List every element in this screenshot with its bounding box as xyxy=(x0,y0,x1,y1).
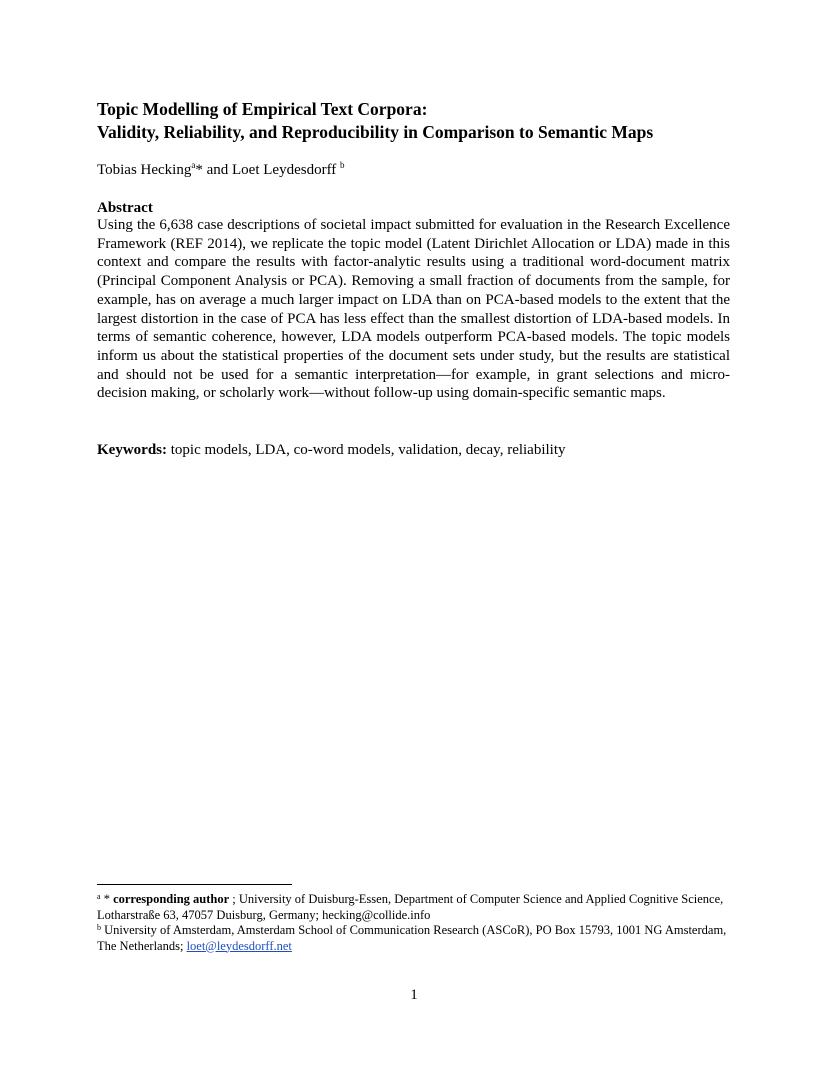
footnote-b-text: University of Amsterdam, Amsterdam School of Communication Research (ASCoR), PO Box 15793, 1001 NG Amsterdam, The Netherlands; xyxy=(97,923,727,953)
author-1-corresponding-mark: * xyxy=(195,162,203,178)
footnote-a-text: ; University of Duisburg-Essen, Department of Computer Science and Applied Cognitive Science, Lotharstraße 63, 47057 Duisburg, Germany; hecking@collide.info xyxy=(97,892,724,922)
author-2-affiliation-mark: b xyxy=(340,160,345,170)
paper-title xyxy=(97,98,747,144)
author-1-affiliation-mark: a xyxy=(191,160,196,170)
footnote-a-star: * xyxy=(100,892,114,906)
email-link[interactable]: loet@leydesdorff.net xyxy=(186,938,292,953)
abstract-heading: Abstract xyxy=(97,200,153,216)
footnote-divider xyxy=(97,884,292,885)
keywords-text: topic models, LDA, co-word models, validation, decay, reliability xyxy=(167,442,566,458)
paper-title-line-1: Topic Modelling of Empirical Text Corpora: xyxy=(97,99,428,119)
author-2-name: Loet Leydesdorff xyxy=(232,162,341,178)
footnote-a xyxy=(97,892,737,923)
footnote-a-corresponding-label: corresponding author xyxy=(113,892,230,906)
paper-title-line-2: Validity, Reliability, and Reproducibility in Comparison to Semantic Maps xyxy=(97,122,654,142)
page-number: 1 xyxy=(410,987,418,1003)
abstract-body: Using the 6,638 case descriptions of societal impact submitted for evaluation in the Research Excellence Framework (REF 2014), we replicate the topic model (Latent Dirichlet Allocation or LDA) made in this context and compare the results with factor-analytic results using a traditional word-document matrix (Principal Component Analysis or PCA). Removing a small fraction of documents from the sample, for example, has on average a much larger impact on LDA than on PCA-based models to the extent that the largest distortion in the case of PCA has less effect than the smallest distortion of LDA-based models. In terms of semantic coherence, however, LDA models outperform PCA-based models. The topic models inform us about the statistical properties of the document sets under study, but the results are statistical and should not be used for a semantic interpretation—for example, in grant selections and micro-decision making, or scholarly work—without follow-up using domain-specific semantic maps. xyxy=(97,217,730,402)
footnote-b-mark: b xyxy=(97,923,101,932)
author-line xyxy=(97,160,345,180)
footnote-b xyxy=(97,923,737,954)
author-separator: and xyxy=(202,162,233,178)
keywords-line xyxy=(97,440,730,460)
keywords-label: Keywords: xyxy=(97,442,167,458)
footnote-a-mark: a xyxy=(97,892,101,901)
author-1-name: Tobias Hecking xyxy=(97,162,192,178)
footnotes xyxy=(97,892,737,954)
